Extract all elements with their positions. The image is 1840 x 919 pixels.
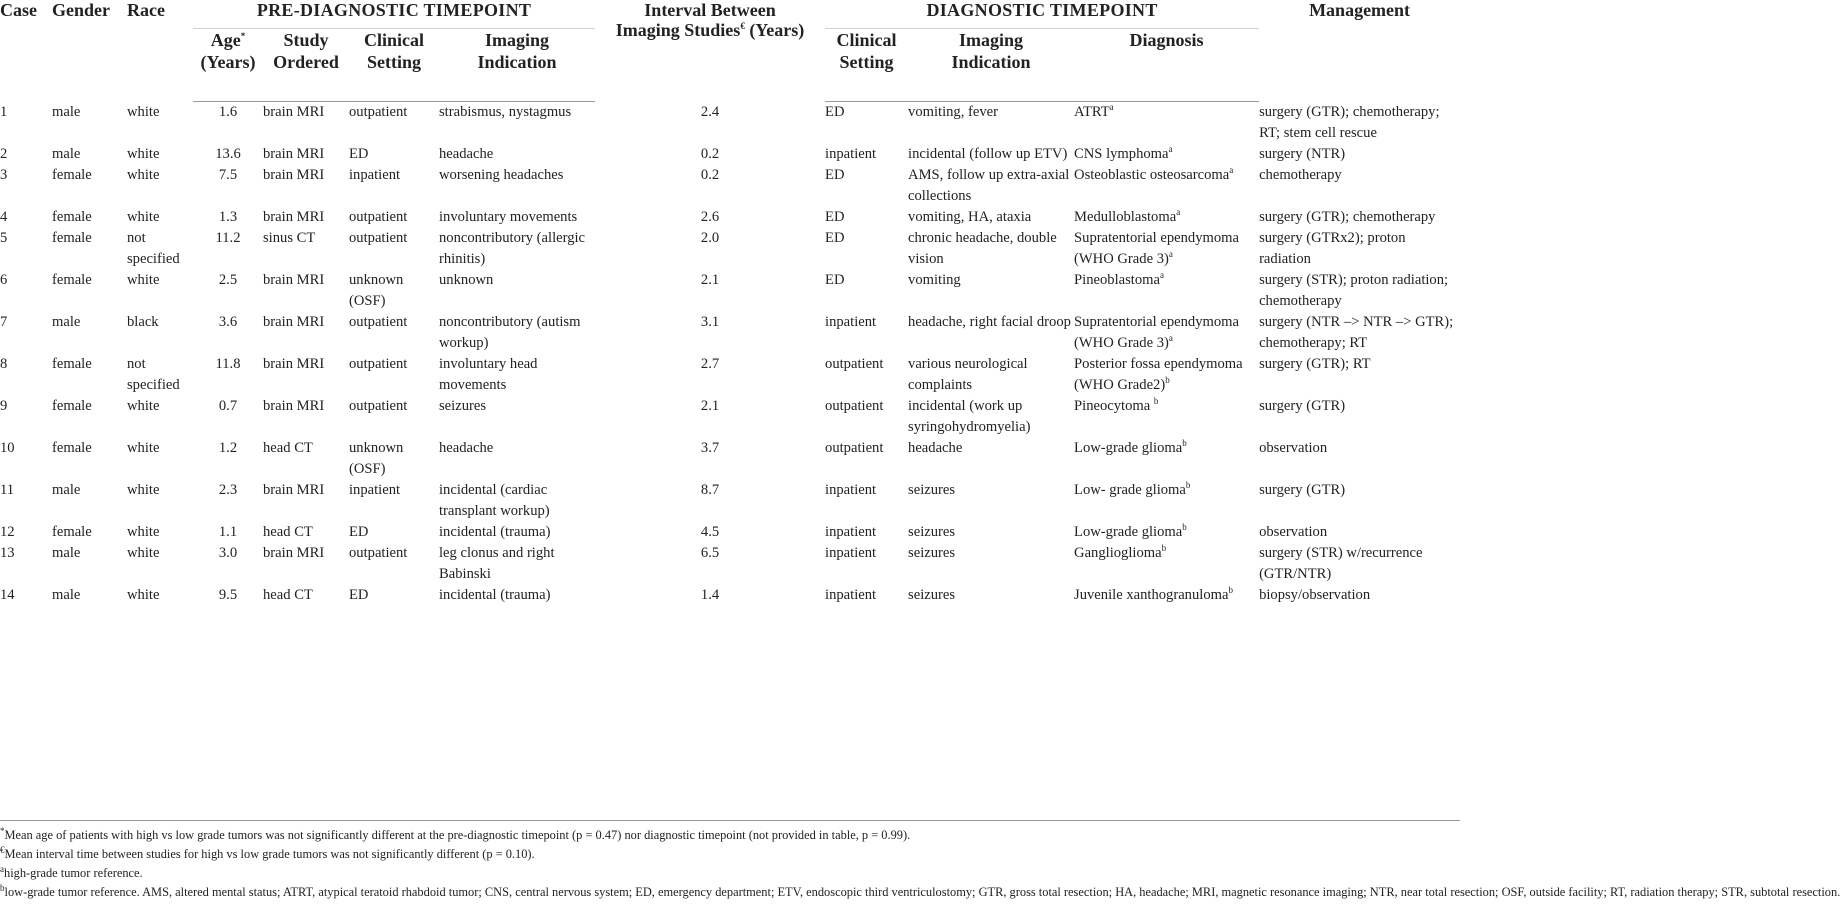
footnote-divider [0, 820, 1460, 821]
cell-age: 13.6 [215, 145, 241, 162]
cell-case: 10 [0, 439, 15, 456]
diagnosis-sup: a [1159, 269, 1164, 280]
cell-gender: female [52, 397, 92, 414]
cell-study: brain MRI [263, 208, 325, 225]
header-diagnosis: Diagnosis [1074, 29, 1259, 102]
diagnosis-sup: b [1228, 584, 1233, 595]
table-row [0, 480, 1460, 522]
cell-age: 11.8 [215, 355, 241, 372]
cell-diagnosis [1074, 270, 1259, 312]
diagnosis-sup: a [1168, 143, 1173, 154]
cell-gender: female [52, 523, 92, 540]
cell-management: surgery (STR); proton radiation; chemotherapy [1259, 271, 1449, 309]
header-dx-indication-line2: Indication [951, 52, 1031, 72]
cell-setting: ED [349, 145, 369, 162]
cell-race: white [127, 103, 160, 120]
cell-dx-indication: vomiting, HA, ataxia [908, 208, 1032, 225]
cell-dx-setting: inpatient [825, 313, 877, 330]
cell-setting: inpatient [349, 166, 401, 183]
cell-gender: male [52, 145, 81, 162]
cell-interval: 4.5 [700, 523, 720, 540]
cell-study: sinus CT [263, 229, 316, 246]
cell-dx-setting: ED [825, 166, 845, 183]
cell-gender: male [52, 586, 81, 603]
cell-case: 11 [0, 481, 15, 498]
diagnosis-text: Osteoblastic osteosarcoma [1074, 166, 1230, 183]
diagnosis-sup: a [1176, 206, 1181, 217]
cell-age: 1.1 [218, 523, 238, 540]
cell-setting: outpatient [349, 397, 408, 414]
cell-diagnosis [1074, 207, 1259, 228]
header-dx-clinical-setting [825, 29, 908, 102]
cell-age: 11.2 [215, 229, 241, 246]
cell-race: white [127, 271, 160, 288]
cell-case: 5 [0, 229, 8, 246]
cell-setting: ED [349, 523, 369, 540]
cell-indication: incidental (trauma) [439, 586, 551, 603]
header-age-line1: Age [210, 30, 241, 50]
diagnosis-text: Supratentorial ependymoma (WHO Grade 3) [1074, 229, 1239, 267]
header-diagnostic-group: DIAGNOSTIC TIMEPOINT [825, 0, 1259, 29]
cell-dx-setting: outpatient [825, 439, 884, 456]
cell-dx-indication: headache, right facial droop [908, 313, 1071, 330]
cell-dx-indication: seizures [908, 586, 956, 603]
cell-study: head CT [263, 586, 313, 603]
cell-management: surgery (GTR) [1259, 397, 1346, 414]
cell-dx-indication: vomiting, fever [908, 104, 999, 120]
cell-race: white [127, 208, 160, 225]
cell-study: brain MRI [263, 544, 325, 561]
footnote-mark: a [0, 863, 4, 874]
cell-interval: 3.1 [700, 313, 720, 330]
cell-race: white [127, 397, 160, 414]
diagnosis-text: Low-grade glioma [1074, 523, 1183, 540]
cell-management: surgery (GTRx2); proton radiation [1259, 229, 1406, 267]
cell-dx-setting: inpatient [825, 145, 877, 162]
table-row [0, 270, 1460, 312]
cell-study: brain MRI [263, 313, 325, 330]
cell-age: 1.2 [218, 439, 238, 456]
header-interval-line2b: (Years) [744, 20, 805, 40]
cell-study: brain MRI [263, 104, 325, 120]
cell-interval: 2.1 [700, 271, 720, 288]
cell-study: brain MRI [263, 271, 325, 288]
cell-setting: unknown (OSF) [349, 271, 404, 309]
footnote-mark: € [0, 844, 5, 855]
cell-age: 3.0 [218, 544, 238, 561]
header-pre-setting-line1: Clinical [363, 30, 424, 50]
cell-age: 1.6 [218, 104, 238, 120]
footnote-text: low-grade tumor reference. AMS, altered mental status; ATRT, atypical teratoid rhabdoid tumor; CNS, central nervous system; ED, emergency department; ETV, endoscopic third ventriculostomy; GTR, gross total resection; HA, headache; MRI, magnetic resonance imaging; NTR, near total resection; OSF, outside facility; RT, radiation therapy; STR, subtotal resection. [4, 885, 1840, 899]
diagnosis-sup: b [1153, 395, 1159, 406]
header-interval-line1: Interval Between [644, 0, 776, 20]
cell-gender: male [52, 103, 81, 120]
header-gender: Gender [52, 0, 110, 20]
cell-management: surgery (GTR) [1259, 481, 1346, 498]
cell-dx-setting: inpatient [825, 481, 877, 498]
cell-interval: 2.7 [700, 355, 720, 372]
cell-case: 6 [0, 271, 8, 288]
cell-dx-indication: various neurological complaints [908, 355, 1028, 393]
cell-interval: 3.7 [700, 439, 720, 456]
cell-study: brain MRI [263, 355, 325, 372]
table-row [0, 228, 1460, 270]
cell-indication: unknown [439, 271, 494, 288]
cell-interval: 2.6 [700, 208, 720, 225]
cell-race: white [127, 586, 160, 603]
cell-case: 1 [0, 103, 8, 120]
table-row [0, 144, 1460, 165]
cell-indication: seizures [439, 397, 487, 414]
diagnosis-text: Low- grade glioma [1074, 481, 1186, 498]
cell-setting: outpatient [349, 313, 408, 330]
cell-case: 13 [0, 544, 15, 561]
header-pre-imaging-indication [439, 29, 595, 102]
header-pre-clinical-setting [349, 29, 439, 102]
cell-study: head CT [263, 523, 313, 540]
cell-indication: worsening headaches [439, 166, 564, 183]
footnote-mark: b [0, 882, 5, 893]
table-row [0, 585, 1460, 606]
cell-study: brain MRI [263, 145, 325, 162]
cell-management: surgery (NTR –> NTR –> GTR); chemotherapy; RT [1259, 313, 1454, 351]
cell-gender: female [52, 208, 92, 225]
cell-setting: outpatient [349, 355, 408, 372]
cell-management: surgery (STR) w/recurrence (GTR/NTR) [1259, 544, 1423, 582]
diagnosis-sup: a [1168, 248, 1173, 259]
cell-age: 7.5 [218, 166, 238, 183]
diagnosis-text: Low-grade glioma [1074, 439, 1183, 456]
footnote-mark: * [0, 825, 5, 836]
cell-setting: outpatient [349, 229, 408, 246]
cell-dx-indication: incidental (work up syringohydromyelia) [908, 397, 1031, 435]
header-pre-indication-line1: Imaging [485, 30, 550, 50]
cell-indication: noncontributory (allergic rhinitis) [439, 229, 586, 267]
cell-management: surgery (GTR); chemotherapy [1259, 208, 1436, 225]
cell-dx-setting: ED [825, 104, 845, 120]
cell-race: not specified [127, 229, 180, 267]
cell-dx-indication: vomiting [908, 271, 961, 288]
diagnosis-sup: b [1161, 542, 1167, 553]
cell-age: 2.5 [218, 271, 238, 288]
cell-dx-indication: seizures [908, 544, 956, 561]
cell-dx-setting: ED [825, 208, 845, 225]
diagnosis-sup: b [1182, 521, 1187, 532]
cell-management: biopsy/observation [1259, 586, 1371, 603]
diagnosis-text: CNS lymphoma [1074, 145, 1169, 162]
table-row [0, 543, 1460, 585]
cell-race: white [127, 439, 160, 456]
cell-study: brain MRI [263, 397, 325, 414]
cell-setting: unknown (OSF) [349, 439, 404, 477]
cell-gender: female [52, 439, 92, 456]
cell-dx-setting: outpatient [825, 355, 884, 372]
cell-gender: male [52, 544, 81, 561]
cell-indication: incidental (trauma) [439, 523, 551, 540]
header-pre-setting-line2: Setting [367, 52, 421, 72]
cell-interval: 0.2 [700, 166, 720, 183]
cell-age: 0.7 [218, 397, 238, 414]
cell-gender: male [52, 313, 81, 330]
header-interval-sup: € [740, 21, 745, 31]
table-row [0, 438, 1460, 480]
cell-case: 12 [0, 523, 15, 540]
cell-diagnosis [1074, 102, 1259, 144]
cell-case: 7 [0, 313, 8, 330]
footnote-text: high-grade tumor reference. [4, 866, 143, 880]
table-row [0, 396, 1460, 438]
cell-dx-indication: chronic headache, double vision [908, 229, 1057, 267]
diagnosis-text: Ganglioglioma [1074, 544, 1162, 561]
cell-diagnosis [1074, 165, 1259, 207]
diagnosis-text: Posterior fossa ependymoma (WHO Grade2) [1074, 355, 1243, 393]
cell-race: white [127, 481, 160, 498]
cell-management: surgery (NTR) [1259, 145, 1346, 162]
cell-interval: 1.4 [700, 586, 720, 603]
cell-case: 4 [0, 208, 8, 225]
cell-dx-indication: AMS, follow up extra-axial collections [908, 166, 1070, 204]
cell-study: brain MRI [263, 481, 325, 498]
cell-age: 9.5 [218, 586, 238, 603]
cell-indication: headache [439, 439, 494, 456]
header-interval-line2a: Imaging Studies [615, 20, 741, 40]
cell-setting: outpatient [349, 104, 408, 120]
cell-case: 9 [0, 397, 8, 414]
cell-study: brain MRI [263, 166, 325, 183]
cell-management: surgery (GTR); chemotherapy; RT; stem cell rescue [1259, 103, 1440, 141]
cell-diagnosis [1074, 438, 1259, 480]
cell-indication: involuntary movements [439, 208, 578, 225]
cell-gender: male [52, 481, 81, 498]
cell-diagnosis [1074, 396, 1259, 438]
header-dx-indication-line1: Imaging [959, 30, 1024, 50]
cell-diagnosis [1074, 312, 1259, 354]
cell-race: not specified [127, 355, 180, 393]
diagnosis-text: Medulloblastoma [1074, 208, 1177, 225]
header-study-line2: Ordered [273, 52, 339, 72]
cell-interval: 2.1 [700, 397, 720, 414]
cell-dx-indication: headache [908, 439, 963, 456]
diagnosis-sup: a [1168, 332, 1173, 343]
footnote-interval [0, 845, 1460, 864]
cell-management: observation [1259, 439, 1328, 456]
diagnosis-text: Pineocytoma [1074, 397, 1154, 414]
footnote-high-grade [0, 864, 1460, 883]
header-interval [595, 0, 825, 102]
footnote-text: Mean interval time between studies for high vs low grade tumors was not significantly different (p = 0.10). [4, 847, 535, 861]
cell-management: chemotherapy [1259, 166, 1342, 183]
cell-age: 2.3 [218, 481, 238, 498]
table-row [0, 522, 1460, 543]
footnote-low-grade [0, 882, 1840, 902]
cell-interval: 2.4 [700, 103, 720, 120]
header-age-line2: (Years) [200, 52, 256, 72]
header-management: Management [1309, 0, 1411, 20]
diagnosis-text: Supratentorial ependymoma (WHO Grade 3) [1074, 313, 1239, 351]
cell-setting: outpatient [349, 544, 408, 561]
diagnosis-sup: a [1109, 102, 1114, 113]
cell-race: white [127, 145, 160, 162]
cell-study: head CT [263, 439, 313, 456]
cell-setting: inpatient [349, 481, 401, 498]
table-row [0, 354, 1460, 396]
cell-case: 8 [0, 355, 8, 372]
diagnosis-text: ATRT [1074, 104, 1110, 120]
diagnosis-sup: b [1182, 437, 1187, 448]
header-dx-setting-line1: Clinical [836, 30, 897, 50]
cell-indication: headache [439, 145, 494, 162]
header-pre-indication-line2: Indication [477, 52, 557, 72]
cell-diagnosis [1074, 354, 1259, 396]
cell-dx-setting: inpatient [825, 523, 877, 540]
cell-dx-indication: seizures [908, 523, 956, 540]
cell-interval: 2.0 [700, 229, 720, 246]
header-study-ordered [263, 29, 349, 102]
cell-gender: female [52, 355, 92, 372]
cell-race: white [127, 544, 160, 561]
cell-dx-indication: seizures [908, 481, 956, 498]
cell-indication: involuntary head movements [439, 355, 538, 393]
cell-diagnosis [1074, 585, 1259, 606]
footnotes [0, 825, 1840, 902]
cell-case: 14 [0, 586, 15, 603]
header-pre-diagnostic-group: PRE-DIAGNOSTIC TIMEPOINT [193, 0, 595, 29]
cell-age: 3.6 [218, 313, 238, 330]
footnote-text: Mean age of patients with high vs low grade tumors was not significantly different at the pre-diagnostic timepoint (p = 0.47) nor diagnostic timepoint (not provided in table, p = 0.99). [4, 828, 911, 842]
cell-indication: strabismus, nystagmus [439, 104, 572, 120]
cell-case: 3 [0, 166, 8, 183]
diagnosis-text: Juvenile xanthogranuloma [1074, 586, 1229, 603]
cell-diagnosis [1074, 543, 1259, 585]
cell-diagnosis [1074, 522, 1259, 543]
cell-setting: outpatient [349, 208, 408, 225]
header-study-line1: Study [283, 30, 329, 50]
header-race: Race [127, 0, 165, 20]
cell-diagnosis [1074, 228, 1259, 270]
diagnosis-text: Pineoblastoma [1074, 271, 1160, 288]
cell-management: surgery (GTR); RT [1259, 355, 1371, 372]
cell-gender: female [52, 166, 92, 183]
cell-race: white [127, 166, 160, 183]
cell-race: white [127, 523, 160, 540]
footnote-age [0, 826, 1460, 845]
header-age [193, 29, 263, 102]
cell-dx-indication: incidental (follow up ETV) [908, 145, 1068, 162]
cell-gender: female [52, 229, 92, 246]
cell-management: observation [1259, 523, 1328, 540]
diagnosis-sup: a [1229, 164, 1234, 175]
cell-gender: female [52, 271, 92, 288]
cell-dx-setting: ED [825, 229, 845, 246]
cell-dx-setting: inpatient [825, 586, 877, 603]
diagnosis-sup: b [1185, 479, 1191, 490]
table-row [0, 312, 1460, 354]
table-row [0, 165, 1460, 207]
cell-indication: noncontributory (autism workup) [439, 313, 581, 351]
header-dx-setting-line2: Setting [839, 52, 894, 72]
cell-interval: 8.7 [700, 481, 720, 498]
table-row [0, 207, 1460, 228]
diagnosis-sup: b [1165, 374, 1170, 385]
cell-diagnosis [1074, 480, 1259, 522]
header-case: Case [0, 0, 37, 20]
cell-dx-setting: inpatient [825, 544, 877, 561]
cell-interval: 0.2 [700, 145, 720, 162]
cell-age: 1.3 [218, 208, 238, 225]
cell-dx-setting: outpatient [825, 397, 884, 414]
cell-case: 2 [0, 145, 8, 162]
cell-diagnosis [1074, 144, 1259, 165]
header-dx-imaging-indication [908, 29, 1074, 102]
cell-race: black [127, 313, 159, 330]
table-row [0, 102, 1460, 144]
cell-interval: 6.5 [700, 544, 720, 561]
header-age-sup: * [240, 31, 246, 41]
cell-indication: incidental (cardiac transplant workup) [439, 481, 550, 519]
cell-dx-setting: ED [825, 271, 845, 288]
cell-setting: ED [349, 586, 369, 603]
cell-indication: leg clonus and right Babinski [439, 544, 555, 582]
